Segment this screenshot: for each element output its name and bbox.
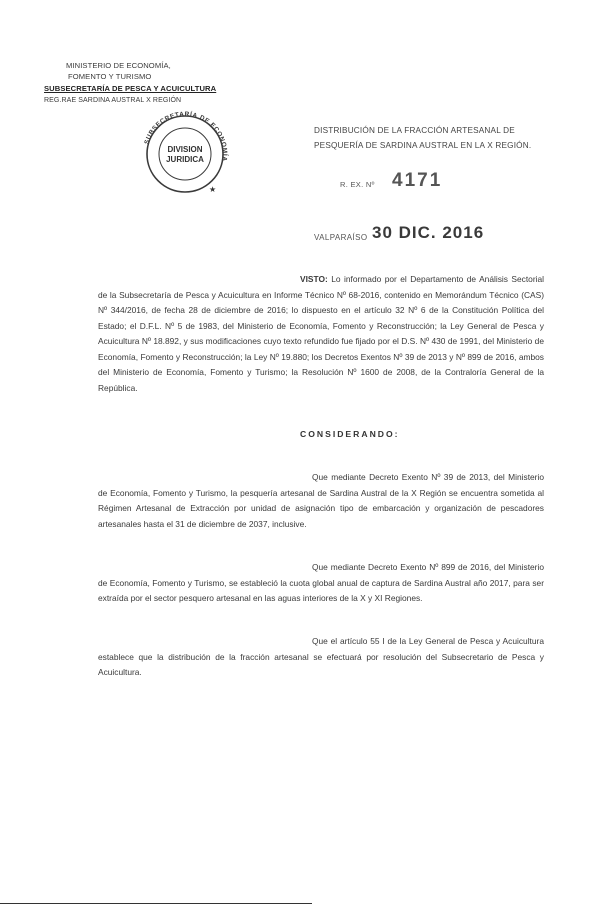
stamp-ring-text: SUBSECRETARÍA DE ECONOMÍA: [143, 110, 229, 163]
resolution-number: 4171: [392, 170, 443, 191]
place: VALPARAÍSO: [314, 233, 368, 242]
resolution-subject: DISTRIBUCIÓN DE LA FRACCIÓN ARTESANAL DE PESQUERÍA DE SARDINA AUSTRAL EN LA X REGIÓN.: [314, 126, 532, 150]
footer-rule: [0, 903, 312, 904]
star-icon: ★: [209, 185, 217, 194]
considerando-paragraph-2: Que mediante Decreto Exento Nº 899 de 2016, del Ministerio de Economía, Fomento y Turismo, se estableció la cuota global anual de captura de Sardina Austral año 2017, para ser extraída por el sector pesquero artesanal en las aguas interiores de la X y XI Regiones.: [98, 562, 544, 603]
visto-label: VISTO:: [300, 274, 328, 284]
division-juridica-stamp: [125, 110, 245, 194]
registry-reference: REG.RAE SARDINA AUSTRAL X REGIÓN: [44, 97, 182, 104]
stamp-center-line2: JURIDICA: [166, 155, 204, 164]
considerando-paragraph-3: Que el artículo 55 I de la Ley General de Pesca y Acuicultura establece que la distribución de la fracción artesanal se efectuará por resolución del Subsecretario de Pesca y Acuicultura.: [98, 636, 544, 677]
visto-paragraph: [98, 272, 544, 396]
ministry-name: MINISTERIO DE ECONOMÍA,: [66, 61, 171, 70]
considerando-heading: CONSIDERANDO:: [300, 429, 400, 439]
stamp-center-line1: DIVISION: [167, 145, 203, 154]
subsecretariat-name: SUBSECRETARÍA DE PESCA Y ACUICULTURA: [44, 84, 217, 93]
resolution-date: 30 DIC. 2016: [372, 223, 485, 242]
considerando-paragraph-1: Que mediante Decreto Exento Nº 39 de 2013, del Ministerio de Economía, Fomento y Turismo, la pesquería artesanal de Sardina Austral de la X Región se encuentra sometida al Régimen Artesanal de Extracción por unidad de asignación tipo de embarcación y organización de pescadores artesanales hasta el 31 de diciembre de 2037, inclusive.: [98, 472, 544, 529]
visto-text: Lo informado por el Departamento de Análisis Sectorial de la Subsecretaría de Pesca y Acuicultura en Informe Técnico Nº 68-2016, contenido en Memorándum Técnico (CAS) Nº 344/2016, de fecha 28 de diciembre de 2016; lo dispuesto en el artículo 32 Nº 6 de la Constitución Política del Estado; el D.F.L. Nº 5 de 1983, del Ministerio de Economía, Fomento y Reconstrucción; la Ley General de Pesca y Acuicultura Nº 18.892, y sus modificaciones cuyo texto refundido fue fijado por el D.S. Nº 430 de 1991, del Ministerio de Economía, Fomento y Reconstrucción; la Ley Nº 19.880; los Decretos Exentos Nº 39 de 2013 y Nº 899 de 2016, ambos del Ministerio de Economía, Fomento y Turismo; la Resolución Nº 1600 de 2008, de la Contraloría General de la República.: [98, 274, 544, 393]
ministry-name-line2: FOMENTO Y TURISMO: [68, 72, 152, 81]
resolution-label: R. EX. Nº: [340, 180, 375, 189]
